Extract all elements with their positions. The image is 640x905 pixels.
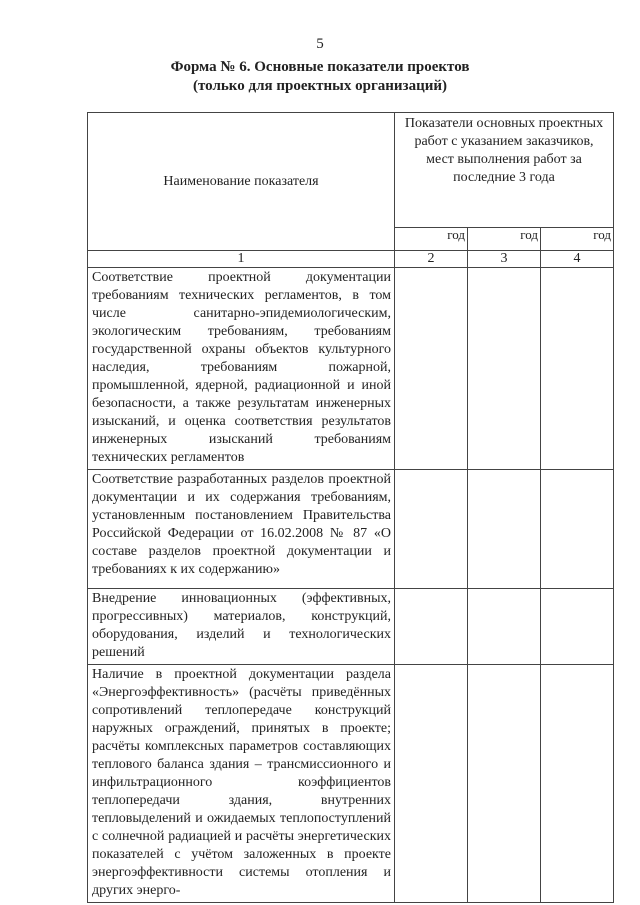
form-title-line-2: (только для проектных организаций) (192, 78, 448, 94)
indicators-table (87, 112, 614, 903)
value-cell (395, 589, 468, 665)
value-cell (468, 665, 541, 903)
header-year-2: год (468, 228, 541, 251)
value-cell (468, 470, 541, 589)
header-indicator-name: Наименование показателя (88, 113, 395, 251)
value-cell (541, 268, 614, 470)
indicator-cell: Соответствие проектной документации требованиям технических регламентов, в том числе санитарно-эпидемиологическим, экологическим требованиям, требованиям государственной охраны объектов культурного наследия, требованиям пожарной, промышленной, ядерной, радиационной и иной безопасности, а также результатам инженерных изысканий, и оценка соответствия результатов инженерных изысканий требованиям технических регламентов (88, 268, 395, 470)
form-title-line-1: Форма № 6. Основные показатели проектов (170, 59, 470, 75)
value-cell (395, 470, 468, 589)
indicator-cell: Соответствие разработанных разделов проектной документации и их содержания требованиям, установленным постановлением Правительства Российской Федерации от 16.02.2008 № 87 «О составе разделов проектной документации и требованиях к их содержанию» (88, 470, 395, 589)
table-row (88, 268, 614, 470)
table-row (88, 665, 614, 903)
value-cell (541, 470, 614, 589)
column-number-2: 2 (395, 251, 468, 268)
value-cell (468, 268, 541, 470)
table-row (88, 589, 614, 665)
column-number-1: 1 (88, 251, 395, 268)
value-cell (395, 665, 468, 903)
header-indicators-group: Показатели основных проектных работ с указанием заказчиков, мест выполнения работ за последние 3 года (395, 113, 614, 228)
header-year-3: год (541, 228, 614, 251)
value-cell (395, 268, 468, 470)
table-row (88, 470, 614, 589)
value-cell (541, 665, 614, 903)
header-year-1: год (395, 228, 468, 251)
value-cell (468, 589, 541, 665)
column-number-3: 3 (468, 251, 541, 268)
form-title (0, 58, 640, 96)
column-number-4: 4 (541, 251, 614, 268)
indicator-cell: Наличие в проектной документации раздела «Энергоэффективность» (расчёты приведённых сопротивлений теплопередаче конструкций наружных ограждений, принятых в проекте; расчёты комплексных параметров составляющих теплового баланса здания – трансмиссионного и инфильтрационного коэффициентов теплопередачи здания, внутренних тепловыделений и ожидаемых теплопоступлений с солнечной радиацией и расчёты энергетических показателей с учётом заложенных в проекте энергоэффективности системы отопления и других энерго- (88, 665, 395, 903)
value-cell (541, 589, 614, 665)
indicator-cell: Внедрение инновационных (эффективных, прогрессивных) материалов, конструкций, оборудования, изделий и технологических решений (88, 589, 395, 665)
page-number: 5 (316, 36, 324, 52)
